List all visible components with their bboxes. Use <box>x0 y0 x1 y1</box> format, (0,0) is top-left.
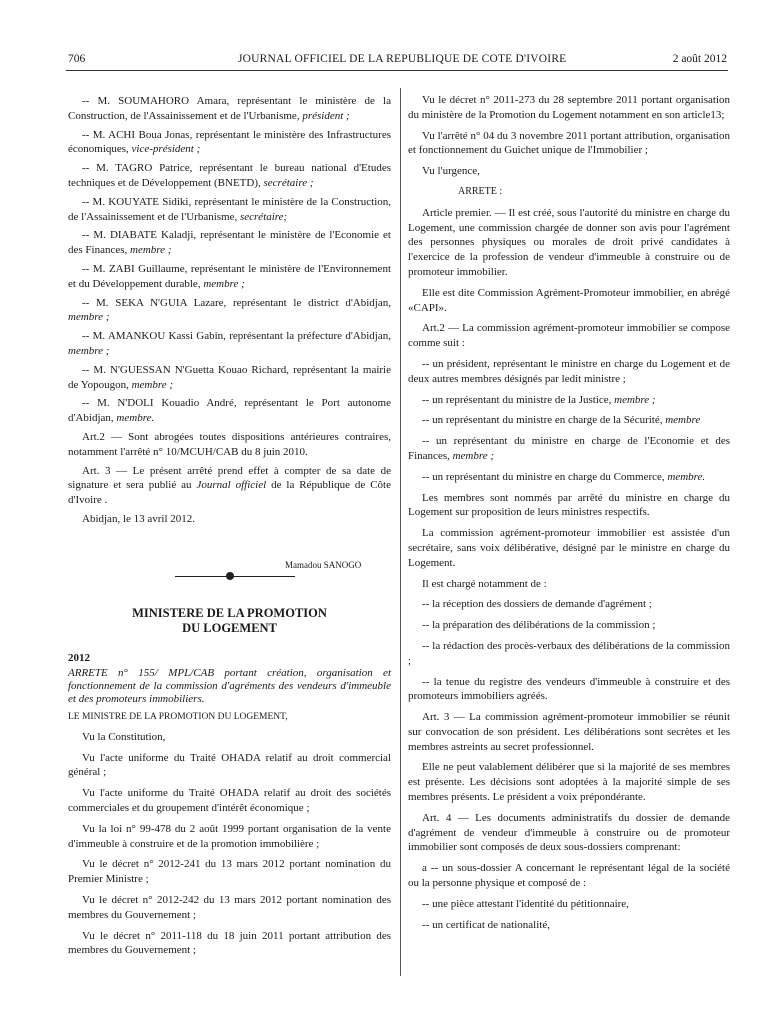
member-item: -- M. ACHI Boua Jonas, représentant le ministère des Infrastructures économiques, vice-président ; <box>68 128 391 156</box>
page-number: 706 <box>68 53 86 65</box>
composition-item: -- un représentant du ministre en charge de l'Economie et des Finances, membre ; <box>408 435 730 462</box>
document-item: -- un certificat de nationalité, <box>422 918 550 931</box>
signature-name: Mamadou SANOGO <box>285 560 362 570</box>
article-3-right: Art. 3 — La commission agrément-promoteur immobilier se réunit sur convocation de son président. Les délibérations sont secrètes et les membres astreints au secret professionnel. <box>408 711 730 753</box>
member-item: -- M. SEKA N'GUIA Lazare, représentant le district d'Abidjan, membre ; <box>68 296 391 324</box>
visa-item: Vu l'acte uniforme du Traité OHADA relatif au droit des sociétés commerciales et du groupement d'intérêt économique ; <box>68 787 391 814</box>
visa-item: Vu le décret n° 2012-242 du 13 mars 2012 portant nomination des membres du Gouvernement ; <box>68 893 391 921</box>
visa-item: Vu la Constitution, <box>82 730 166 743</box>
page-header <box>68 53 727 69</box>
article-2-left: Art.2 — Sont abrogées toutes dispositions antérieures contraires, notamment l'arrêté n° 10/MCUH/CAB du 8 juin 2010. <box>68 430 391 458</box>
article-2-intro: Art.2 — La commission agrément-promoteur immobilier se compose comme suit : <box>408 322 730 350</box>
visa-item: Vu la loi n° 99-478 du 2 août 1999 portant organisation de la vente d'immeuble à construire et de la promotion immobilière ; <box>68 822 391 850</box>
article-4: Art. 4 — Les documents administratifs du dossier de demande d'agrément de vendeur d'immeuble à construire ou de promoteur immobilier sont composés de deux sous-dossiers comprenant: <box>408 811 730 854</box>
visa-item: Vu l'urgence, <box>422 165 480 178</box>
separator-ornament <box>175 576 295 577</box>
visa-item: Vu le décret n° 2011-118 du 18 juin 2011 portant attribution des membres du Gouvernement ; <box>68 929 391 957</box>
task-item: -- la réception des dossiers de demande d'agrément ; <box>422 598 652 611</box>
ministry-line-2: DU LOGEMENT <box>182 621 277 635</box>
document-item: -- une pièce attestant l'identité du pétitionnaire, <box>422 897 629 910</box>
quorum-paragraph: Elle ne peut valablement délibérer que si la majorité de ses membres est présente. Les décisions sont adoptées à la majorité simple de ses membres présents. Le président a voix prépondérante. <box>408 761 730 804</box>
visa-item: Vu le décret n° 2012-241 du 13 mars 2012 portant nomination du Premier Ministre ; <box>68 858 391 886</box>
issue-date: 2 août 2012 <box>672 53 727 65</box>
task-item: -- la tenue du registre des vendeurs d'immeuble à construire et des promoteurs immobiliers agréés. <box>408 675 730 703</box>
member-item: -- M. N'DOLI Kouadio André, représentant le Port autonome d'Abidjan, membre. <box>68 397 391 425</box>
visa-item: Vu le décret n° 2011-273 du 28 septembre 2011 portant organisation du ministère de la Promotion du Logement notamment en son article13; <box>408 94 730 121</box>
charged-with: Il est chargé notamment de : <box>422 577 547 590</box>
ministry-line-1: MINISTERE DE LA PROMOTION <box>132 606 327 620</box>
member-item: -- M. ZABI Guillaume, représentant le ministère de l'Environnement et du Développement durable, membre ; <box>68 262 391 290</box>
composition-item: -- un représentant du ministre de la Justice, membre ; <box>422 393 656 406</box>
decree-title: ARRETE n° 155/ MPL/CAB portant création, organisation et fonctionnement de la commission d'agréments des vendeurs d'immeuble et des promoteurs immobiliers. <box>68 667 391 705</box>
article-1-name: Elle est dite Commission Agrément-Promoteur immobilier, en abrégé «CAPI». <box>408 286 730 314</box>
composition-item: -- un représentant du ministre en charge du Commerce, membre. <box>422 470 706 483</box>
place-date: Abidjan, le 13 avril 2012. <box>82 512 196 525</box>
member-item: -- M. DIABATE Kaladji, représentant le ministère de l'Economie et des Finances, membre ; <box>68 229 391 257</box>
task-item: -- la rédaction des procès-verbaux des délibérations de la commission ; <box>408 639 730 667</box>
visa-item: Vu l'acte uniforme du Traité OHADA relatif au droit commercial général ; <box>68 751 391 779</box>
composition-item: -- un président, représentant le ministre en charge du Logement et de deux autres membres désignés par ledit ministre ; <box>408 357 730 385</box>
members-named: Les membres sont nommés par arrêté du ministre en charge du Logement sur proposition de leurs ministres respectifs. <box>408 491 730 519</box>
task-item: -- la préparation des délibérations de la commission ; <box>422 619 656 632</box>
arrete-heading: ARRETE : <box>458 185 503 197</box>
right-column <box>408 93 730 932</box>
member-item: -- M. AMANKOU Kassi Gabin, représentant la préfecture d'Abidjan, membre ; <box>68 330 391 357</box>
separator-dot <box>226 572 234 580</box>
visa-item: Vu l'arrêté n° 04 du 3 novembre 2011 portant attribution, organisation et fonctionnement du Guichet unique de l'Immobilier ; <box>408 129 730 157</box>
left-column-members <box>68 94 391 527</box>
left-column-visas <box>68 710 391 958</box>
journal-title: JOURNAL OFFICIEL DE LA REPUBLIQUE DE COTE D'IVOIRE <box>238 53 567 65</box>
article-1: Article premier. — Il est créé, sous l'autorité du ministre en charge du Logement, une commission chargée de donner son avis pour l'agrément des personnes physiques ou morales de droit privé candidates à l'exercice de la profession de vendeur d'immeuble à construire ou de promoteur immobilier. <box>408 206 730 278</box>
article-3-left: Art. 3 — Le présent arrêté prend effet à compter de sa date de signature et sera publié au Journal officiel de la République de Côte d'Ivoire . <box>68 464 391 507</box>
decree-year: 2012 <box>68 652 90 664</box>
secretary-paragraph: La commission agrément-promoteur immobilier est assistée d'un secrétaire, sans voix délibérative, désigné par le ministre en charge du Logement. <box>408 527 730 569</box>
le-ministre-line: LE MINISTRE DE LA PROMOTION DU LOGEMENT, <box>68 712 288 722</box>
member-item: -- M. SOUMAHORO Amara, représentant le ministère de la Construction, de l'Assainissement et de l'Urbanisme, président ; <box>68 95 391 122</box>
member-item: -- M. TAGRO Patrice, représentant le bureau national d'Etudes techniques et de Développement (BNETD), secrétaire ; <box>68 162 391 189</box>
ministry-heading <box>68 606 391 636</box>
member-item: -- M. KOUYATE Sidiki, représentant le ministère de la Construction, de l'Assainissement et de l'Urbanisme, secrétaire; <box>68 195 391 223</box>
composition-item: -- un représentant du ministre en charge de la Sécurité, membre <box>422 414 701 427</box>
sub-dossier-a: a -- un sous-dossier A concernant le représentant légal de la société ou la personne physique et composé de : <box>408 862 730 890</box>
member-item: -- M. N'GUESSAN N'Guetta Kouao Richard, représentant la mairie de Yopougon, membre ; <box>68 363 391 391</box>
header-rule <box>66 70 728 71</box>
column-divider <box>400 88 401 976</box>
